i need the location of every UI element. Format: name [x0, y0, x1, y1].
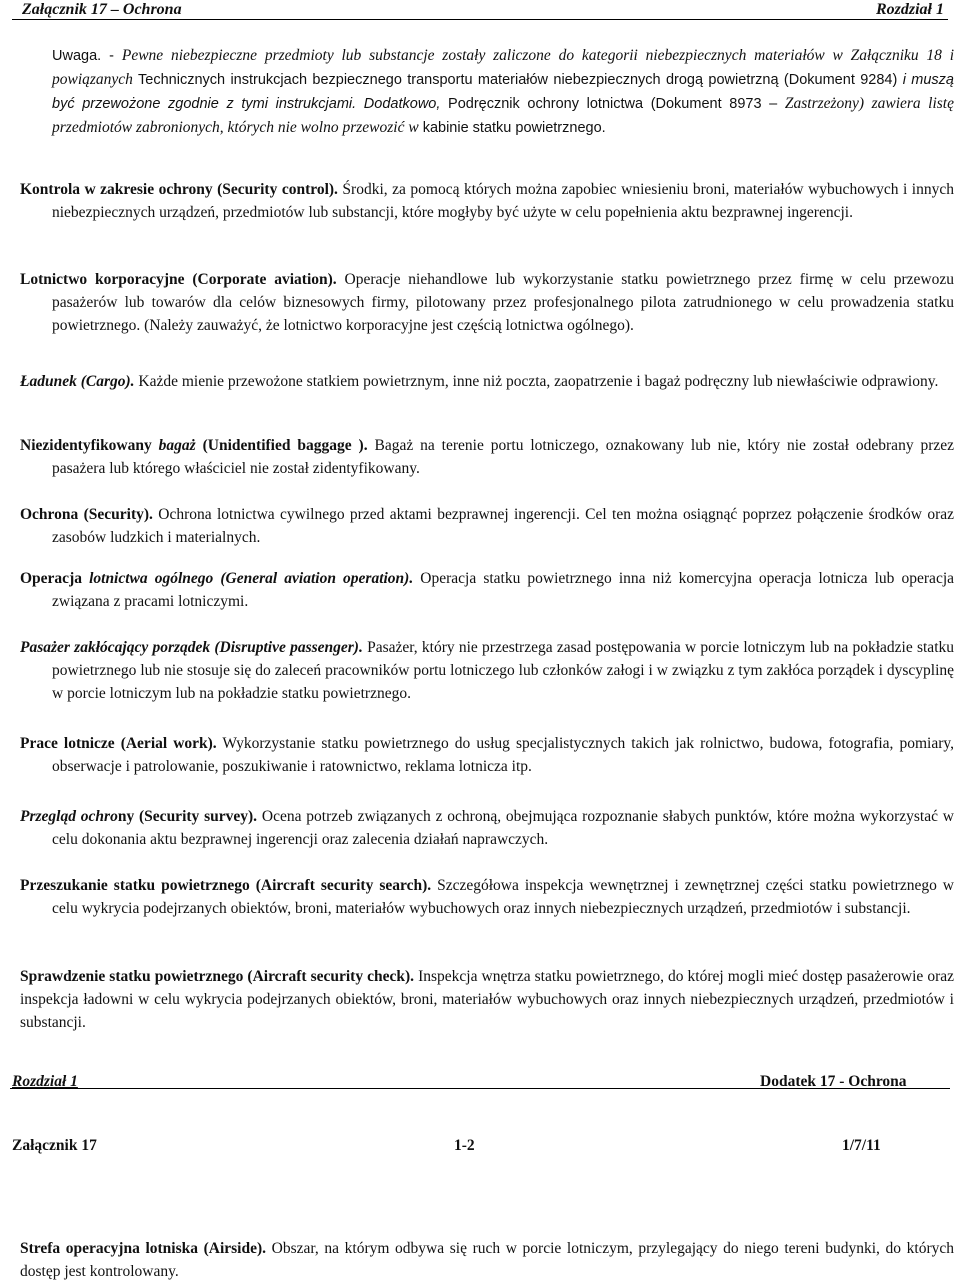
definition-term: Kontrola w zakresie ochrony (Security control). [20, 181, 338, 198]
page-header [12, 0, 948, 20]
definition-text: Pasażer, który nie przestrzega zasad postępowania w porcie lotniczym lub na pokładzie statku powietrznego lub nie stosuje się do zaleceń pracowników portu lotniczego lub członków załogi i w związku z tym zakłóca porządek i dyscyplinę w porcie lotniczym lub na pokładzie statku powietrznego. [52, 639, 954, 702]
footer-rule [10, 1088, 950, 1089]
definition-text: Bagaż na terenie portu lotniczego, oznakowany lub nie, który nie został odebrany przez pasażera lub którego właściciel nie został zidentyfikowany. [52, 437, 955, 477]
definition-aircraft-security-search [20, 874, 954, 920]
definition-term: Strefa operacyjna lotniska (Airside). [20, 1240, 267, 1257]
footer-chapter: Rozdział 1 [12, 1073, 78, 1090]
footer-page-number: 1-2 [454, 1137, 475, 1154]
definition-term: Lotnictwo korporacyjne (Corporate aviation). [20, 271, 337, 288]
definition-security-survey: Przegląd ochrony (Security survey). Ocena potrzeb związanych z ochroną, obejmująca rozpoznanie słabych punktów, które można wykorzystać w celu dokonania aktu bezprawnej ingerencji oraz zalecenia działań naprawczych. [20, 808, 955, 848]
definition-term: Ładunek (Cargo). [20, 373, 135, 390]
definition-text: Inspekcja wnętrza statku powietrznego, do której mogli mieć dostęp pasażerowie oraz inspekcja ładowni w celu wykrycia podejrzanych obiektów, broni, materiałów wybuchowych oraz innych niebezpiecznych urządzeń, przedmiotów i substancji. [20, 968, 954, 1031]
definition-text: Operacje niehandlowe lub wykorzystanie statku powietrznego przez firmę w celu przewozu pasażerów lub towarów dla celów biznesowych firmy, pilotowany przez profesjonalnego pilota zatrudnionego w celu prowadzenia statku powietrznego. (Należy zauważyć, że lotnictwo korporacyjne jest częścią lotnictwa ogólnego). [52, 271, 954, 334]
note-paragraph: Uwaga. - Pewne niebezpieczne przedmioty lub substancje zostały zaliczone do kategorii niebezpiecznych materiałów w Załączniku 18 i powiązanych Technicznych instrukcjach bezpiecznego transportu materiałów niebezpiecznych drogą powietrzną (Dokument 9284) i muszą być przewożone zgodnie z tymi instrukcjami. Dodatkowo, Podręcznik ochrony lotnictwa (Dokument 8973 – Zastrzeżony) zawiera listę przedmiotów zabronionych, których nie wolno przewozić w kabinie statku powietrznego. [52, 47, 955, 136]
definition-text: Środki, za pomocą których można zapobiec wniesieniu broni, materiałów wybuchowych i innych niebezpiecznych urządzeń, przedmiotów lub substancji, które mogłyby być użyte w celu popełnienia aktu bezprawnej ingerencji. [52, 181, 954, 221]
definition-aircraft-security-check [20, 965, 954, 1034]
definition-text: Obszar, na którym odbywa się ruch w porcie lotniczym, przylegający do niego tereni budynki, do których dostęp jest kontrolowany. [20, 1240, 954, 1280]
header-title: Załącznik 17 – Ochrona [22, 1, 182, 18]
footer-annex: Załącznik 17 [12, 1137, 97, 1154]
definition-text: Ochrona lotnictwa cywilnego przed aktami bezprawnej ingerencji. Cel ten można osiągnąć poprzez połączenie środków oraz zasobów ludzkich i materialnych. [52, 506, 954, 546]
definition-term: Pasażer zakłócający porządek (Disruptive passenger). [20, 639, 363, 656]
definition-airside [20, 1237, 954, 1283]
definition-aerial-work [20, 732, 954, 778]
footer-date: 1/7/11 [842, 1137, 881, 1154]
definition-cargo [20, 370, 954, 393]
definition-term: Prace lotnicze (Aerial work). [20, 735, 217, 752]
definition-corporate-aviation [20, 268, 954, 337]
footer-supplement: Dodatek 17 - Ochrona [760, 1073, 907, 1090]
definition-general-aviation: Operacja lotnictwa ogólnego (General aviation operation). Operacja statku powietrznego inna niż komercyjna operacja lotnicza lub operacja związana z pracami lotniczymi. [20, 570, 955, 610]
definition-text: Ocena potrzeb związanych z ochroną, obejmująca rozpoznanie słabych punktów, które można wykorzystać w celu dokonania aktu bezprawnej ingerencji oraz zalecenia działań naprawczych. [52, 808, 955, 848]
definition-unidentified-baggage: Niezidentyfikowany bagaż (Unidentified baggage ). Bagaż na terenie portu lotniczego, oznakowany lub nie, który nie został odebrany przez pasażera lub którego właściciel nie został zidentyfikowany. [20, 437, 955, 477]
definition-text: Wykorzystanie statku powietrznego do usług specjalistycznych takich jak rolnictwo, budowa, fotografia, pomiary, obserwacje i patrolowanie, poszukiwanie i ratownictwo, reklama lotnicza itp. [52, 735, 954, 775]
header-chapter: Rozdział 1 [875, 1, 944, 18]
definition-text: Operacja statku powietrznego inna niż komercyjna operacja lotnicza lub operacja związana z pracami lotniczymi. [52, 570, 955, 610]
definition-security [20, 503, 954, 549]
definition-term: Ochrona (Security). [20, 506, 153, 523]
definition-disruptive-passenger [20, 636, 954, 705]
definition-term: Sprawdzenie statku powietrznego (Aircraft security check). [20, 968, 415, 985]
definition-term: Przeszukanie statku powietrznego (Aircraft security search). [20, 877, 432, 894]
definition-security-control [20, 178, 954, 224]
definition-text: Każde mienie przewożone statkiem powietrznym, inne niż poczta, zaopatrzenie i bagaż podręczny lub niewłaściwie odprawiony. [134, 373, 939, 390]
definition-text: Szczegółowa inspekcja wewnętrznej i zewnętrznej części statku powietrznego w celu wykrycia podejrzanych obiektów, broni, materiałów wybuchowych oraz innych niebezpiecznych urządzeń, przedmiotów i substancji. [52, 877, 955, 917]
